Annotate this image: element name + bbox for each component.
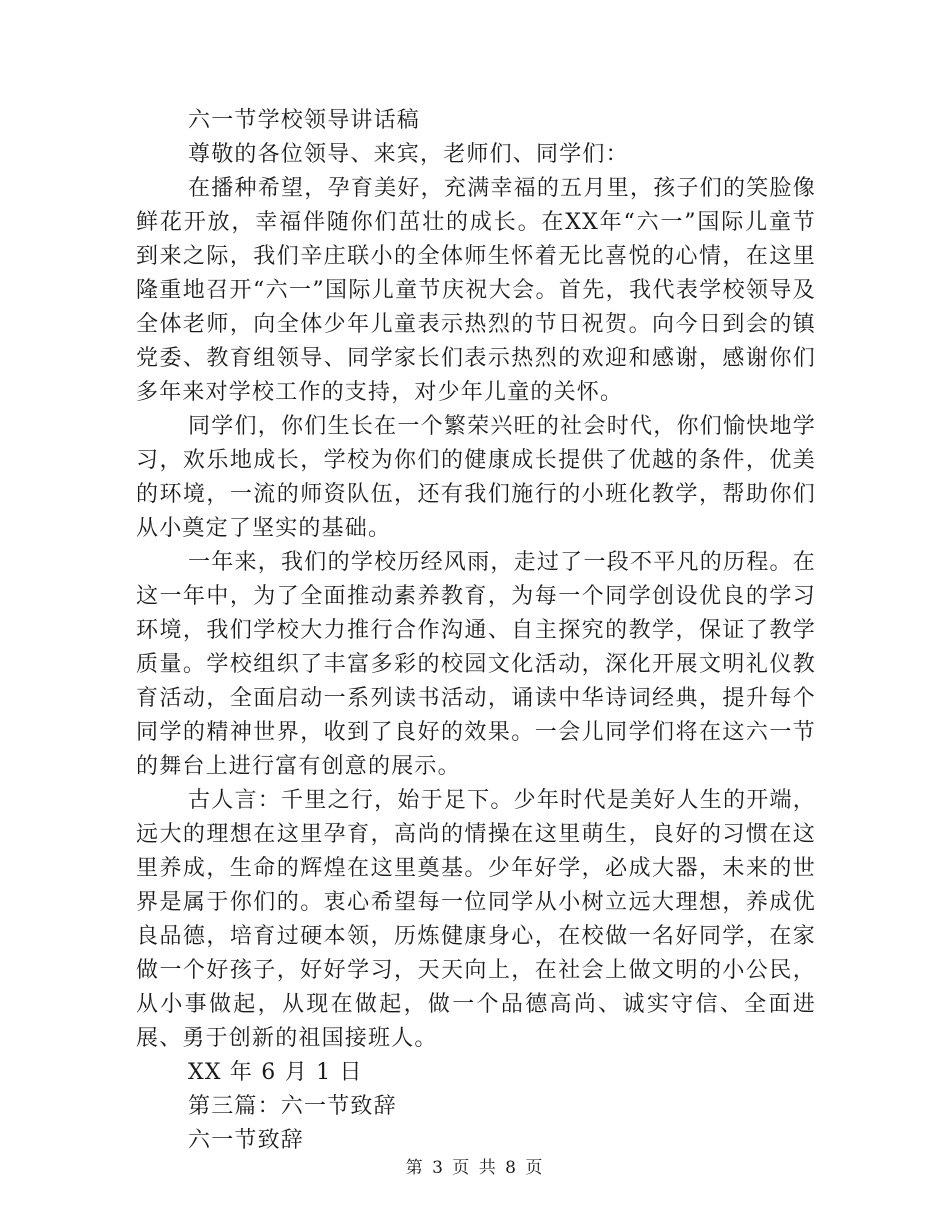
- speech-title: 六一节学校领导讲话稿: [188, 108, 421, 133]
- paragraph-opening: 在播种希望，孕育美好，充满幸福的五月里，孩子们的笑脸像鲜花开放，幸福伴随你们茁壮的成长。在XX年“六一”国际儿童节到来之际，我们辛庄联小的全体师生怀着无比喜悦的心情，在这里隆重地召开“六一”国际儿童节庆祝大会。首先，我代表学校领导及全体老师，向全体少年儿童表示热烈的节日祝贺。向今日到会的镇党委、教育组领导、同学家长们表示热烈的欢迎和感谢，感谢你们多年来对学校工作的支持，对少年儿童的关怀。: [136, 176, 816, 405]
- paragraph-closing: 古人言：千里之行，始于足下。少年时代是美好人生的开端，远大的理想在这里孕育，高尚的情操在这里萌生，良好的习惯在这里养成，生命的辉煌在这里奠基。少年好学，必成大器，未来的世界是属于你们的。衷心希望每一位同学从小树立远大理想，养成优良品德，培育过硬本领，历炼健康身心，在校做一名好同学，在家做一个好孩子，好好学习，天天向上，在社会上做文明的小公民，从小事做起，从现在做起，做一个品德高尚、诚实守信、全面进展、勇于创新的祖国接班人。: [136, 788, 816, 1051]
- paragraph-students: 同学们，你们生长在一个繁荣兴旺的社会时代，你们愉快地学习，欢乐地成长，学校为你们的健康成长提供了优越的条件，优美的环境，一流的师资队伍，还有我们施行的小班化教学，帮助你们从小奠定了坚实的基础。: [136, 414, 816, 541]
- section-heading: 第三篇：六一节致辞: [188, 1094, 397, 1119]
- salutation: 尊敬的各位领导、来宾，老师们、同学们：: [188, 142, 629, 167]
- paragraph-year-review: 一年来，我们的学校历经风雨，走过了一段不平凡的历程。在这一年中，为了全面推动素养教育，为每一个同学创设优良的学习环境，我们学校大力推行合作沟通、自主探究的教学，保证了教学质量。学校组织了丰富多彩的校园文化活动，深化开展文明礼仪教育活动，全面启动一系列读书活动，诵读中华诗词经典，提升每个同学的精神世界，收到了良好的效果。一会儿同学们将在这六一节的舞台上进行富有创意的展示。: [136, 550, 816, 779]
- speech-date: XX 年 6 月 1 日: [188, 1060, 363, 1085]
- section-title: 六一节致辞: [188, 1128, 305, 1153]
- page-number: 第 3 页 共 8 页: [405, 1158, 545, 1178]
- document-body: [136, 104, 816, 1158]
